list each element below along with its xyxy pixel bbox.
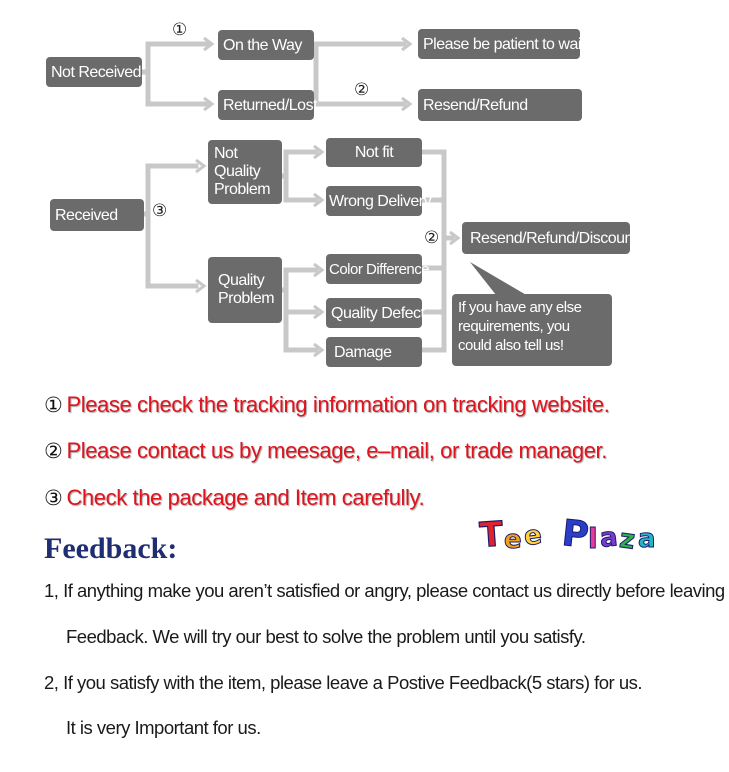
svg-text:l: l — [588, 522, 598, 554]
returned-lost-label: Returned/Lost — [223, 96, 318, 114]
connector-quality — [282, 270, 316, 350]
quality-problem-box — [208, 257, 282, 323]
not-fit-label: Not fit — [354, 144, 394, 161]
returned-lost-box — [218, 90, 318, 120]
marker-2-right: ② — [424, 228, 440, 248]
resend-refund-label: Resend/Refund — [423, 96, 528, 114]
connector-not-received — [142, 44, 208, 104]
received-label: Received — [55, 206, 118, 224]
wrong-delivery-box — [326, 186, 432, 216]
svg-text:e: e — [522, 520, 544, 553]
quality-defect-box — [326, 298, 425, 328]
connector-not-quality — [282, 152, 316, 200]
not-quality-problem-box — [208, 140, 282, 204]
on-the-way-label: On the Way — [223, 36, 302, 54]
note-marker: ③ — [44, 486, 63, 510]
feedback-title: Feedback: — [44, 532, 178, 565]
resend-refund-discount-label: Resend/Refund/Discount — [470, 229, 637, 247]
note-text: Check the package and Item carefully. — [66, 485, 425, 510]
svg-text:P: P — [560, 512, 591, 554]
note-marker: ① — [44, 393, 63, 417]
marker-2-top: ② — [354, 80, 370, 100]
feedback-line-2b: It is very Important for us. — [66, 717, 261, 738]
not-fit-box — [326, 138, 422, 167]
marker-1: ① — [172, 20, 188, 40]
note-item-1 — [44, 392, 609, 418]
not-quality-problem-label: Not Quality Problem — [214, 145, 271, 198]
feedback-line-1b: Feedback. We will try our best to solve the problem until you satisfy. — [66, 626, 586, 647]
svg-text:z: z — [617, 524, 637, 554]
note-item-2 — [44, 438, 607, 464]
resend-refund-discount-box — [462, 222, 637, 254]
requirements-bubble — [452, 294, 612, 366]
on-the-way-box — [218, 30, 314, 60]
please-be-patient-label: Please be patient to wait — [423, 35, 585, 53]
note-text: Please check the tracking information on tracking website. — [66, 392, 610, 417]
damage-box — [326, 337, 422, 367]
note-item-3 — [44, 485, 424, 511]
tee-plaza-logo-image — [478, 508, 662, 554]
not-received-box — [46, 57, 142, 87]
quality-defect-label: Quality Defect — [331, 304, 425, 322]
requirements-bubble-text: If you have any else requirements, you could also tell us! — [458, 299, 582, 354]
flowchart — [0, 0, 729, 380]
connector-resolution — [422, 152, 452, 350]
svg-text:T: T — [478, 514, 505, 554]
damage-label: Damage — [334, 343, 392, 361]
connector-received — [144, 166, 196, 286]
svg-text:a: a — [638, 524, 656, 554]
received-box — [50, 199, 144, 231]
quality-problem-label: Quality Problem — [218, 272, 275, 307]
wrong-delivery-label: Wrong Delivery — [329, 192, 432, 210]
color-difference-box — [326, 254, 430, 284]
not-received-label: Not Received — [51, 63, 142, 81]
please-be-patient-box — [418, 29, 585, 59]
color-difference-label: Color Difference — [329, 260, 430, 278]
marker-3: ③ — [152, 201, 168, 221]
svg-text:a: a — [598, 522, 620, 554]
feedback-line-2: 2, If you satisfy with the item, please leave a Postive Feedback(5 stars) for us. — [44, 672, 643, 693]
note-marker: ② — [44, 439, 63, 463]
note-text: Please contact us by meesage, e–mail, or trade manager. — [66, 438, 607, 463]
resend-refund-box — [418, 89, 582, 121]
svg-text:e: e — [504, 525, 522, 554]
tee-plaza-logo — [478, 508, 662, 554]
feedback-line-1: 1, If anything make you aren’t satisfied or angry, please contact us directly before leaving — [44, 580, 725, 601]
